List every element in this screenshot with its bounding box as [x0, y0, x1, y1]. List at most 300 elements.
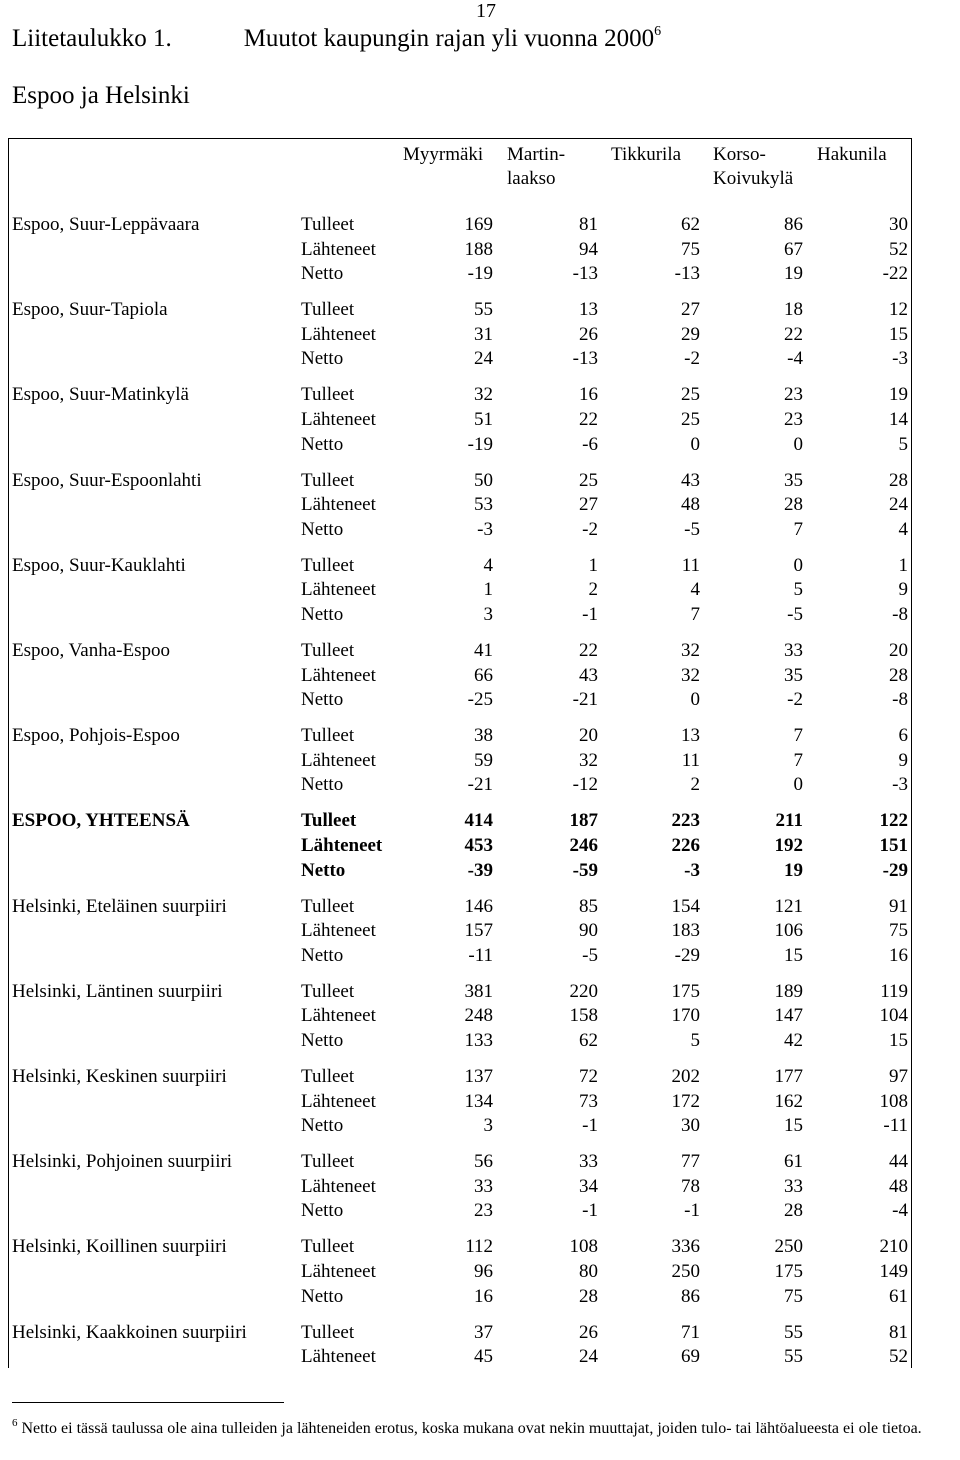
table-cell: -1	[582, 1115, 598, 1136]
table-row	[0, 261, 960, 286]
title-text: Muutot kaupungin rajan yli vuonna 2000	[243, 25, 655, 52]
table-cell: 20	[889, 640, 908, 661]
table-cell: 0	[690, 434, 700, 455]
table-row	[0, 943, 960, 968]
table-row	[0, 1028, 960, 1053]
table-cell: 122	[879, 810, 908, 831]
row-label: Tulleet	[301, 1151, 355, 1172]
table-cell: -29	[882, 860, 908, 881]
table-cell: 32	[681, 665, 700, 686]
table-cell: 15	[784, 945, 803, 966]
table-cell: -25	[467, 689, 493, 710]
table-cell: 226	[671, 835, 700, 856]
row-label: Netto	[301, 1200, 344, 1221]
table-cell: 25	[681, 384, 700, 405]
row-label: Netto	[301, 1115, 344, 1136]
area-name: Helsinki, Eteläinen suurpiiri	[12, 896, 227, 917]
table-cell: 26	[579, 324, 598, 345]
table-cell: 5	[690, 1030, 700, 1051]
title-footnote-ref: 6	[654, 24, 662, 39]
table-cell: 188	[464, 239, 493, 260]
row-label: Netto	[301, 519, 344, 540]
section-heading: Espoo ja Helsinki	[12, 82, 190, 109]
table-cell: 23	[784, 409, 803, 430]
table-row	[0, 858, 960, 883]
table-cell: 13	[579, 299, 598, 320]
column-header-line: Korso-	[713, 144, 766, 165]
table-row	[0, 237, 960, 262]
table-cell: 66	[474, 665, 493, 686]
table-cell: -8	[892, 604, 908, 625]
table-row	[0, 1149, 960, 1174]
table-cell: 3	[483, 1115, 493, 1136]
table-cell: 41	[474, 640, 493, 661]
table-cell: 50	[474, 470, 493, 491]
table-cell: -2	[787, 689, 803, 710]
table-row	[0, 723, 960, 748]
table-cell: 12	[889, 299, 908, 320]
table-cell: 13	[681, 725, 700, 746]
table-cell: 32	[681, 640, 700, 661]
table-cell: 3	[483, 604, 493, 625]
row-label: Lähteneet	[301, 409, 376, 430]
table-cell: -6	[582, 434, 598, 455]
table-cell: 1	[483, 579, 493, 600]
table-cell: 177	[774, 1066, 803, 1087]
table-cell: 137	[464, 1066, 493, 1087]
table-cell: 78	[681, 1176, 700, 1197]
table-cell: 43	[681, 470, 700, 491]
table-cell: 146	[464, 896, 493, 917]
table-cell: 7	[793, 750, 803, 771]
table-row	[0, 1003, 960, 1028]
table-cell: 48	[889, 1176, 908, 1197]
table-cell: 172	[671, 1091, 700, 1112]
table-cell: 38	[474, 725, 493, 746]
table-cell: 61	[889, 1286, 908, 1307]
table-cell: 0	[690, 689, 700, 710]
table-cell: 23	[474, 1200, 493, 1221]
table-row	[0, 1344, 960, 1369]
table-cell: 81	[889, 1322, 908, 1343]
row-label: Lähteneet	[301, 920, 376, 941]
table-cell: 28	[579, 1286, 598, 1307]
table-row	[0, 687, 960, 712]
table-cell: 23	[784, 384, 803, 405]
area-name: Espoo, Suur-Kauklahti	[12, 555, 186, 576]
table-cell: 30	[889, 214, 908, 235]
table-cell: 62	[579, 1030, 598, 1051]
table-cell: -2	[684, 348, 700, 369]
table-cell: 28	[889, 665, 908, 686]
table-cell: 35	[784, 470, 803, 491]
table-cell: 20	[579, 725, 598, 746]
row-label: Tulleet	[301, 470, 355, 491]
table-cell: 26	[579, 1322, 598, 1343]
table-cell: 175	[774, 1261, 803, 1282]
table-cell: 67	[784, 239, 803, 260]
table-cell: 121	[774, 896, 803, 917]
row-label: Tulleet	[301, 384, 355, 405]
table-cell: 223	[671, 810, 700, 831]
table-cell: 33	[784, 640, 803, 661]
table-cell: -3	[892, 774, 908, 795]
table-cell: 27	[579, 494, 598, 515]
table-cell: 106	[774, 920, 803, 941]
table-cell: -2	[582, 519, 598, 540]
table-cell: -21	[572, 689, 598, 710]
row-label: Lähteneet	[301, 579, 376, 600]
table-cell: -11	[883, 1115, 908, 1136]
row-label: Netto	[301, 945, 344, 966]
table-cell: -39	[467, 860, 493, 881]
table-row	[0, 1234, 960, 1259]
table-cell: 336	[671, 1236, 700, 1257]
table-cell: -4	[787, 348, 803, 369]
table-cell: 25	[579, 470, 598, 491]
table-cell: 28	[784, 494, 803, 515]
table-cell: 24	[889, 494, 908, 515]
table-cell: 71	[681, 1322, 700, 1343]
table-cell: 22	[784, 324, 803, 345]
footnote-divider	[12, 1402, 284, 1403]
table-cell: 45	[474, 1346, 493, 1367]
table-cell: 4	[898, 519, 908, 540]
table-cell: -59	[572, 860, 598, 881]
table-row	[0, 517, 960, 542]
area-name: Helsinki, Kaakkoinen suurpiiri	[12, 1322, 247, 1343]
table-cell: 157	[464, 920, 493, 941]
table-cell: 381	[464, 981, 493, 1002]
area-name: Espoo, Suur-Leppävaara	[12, 214, 200, 235]
table-cell: 16	[889, 945, 908, 966]
table-cell: 9	[898, 579, 908, 600]
table-cell: -5	[582, 945, 598, 966]
row-label: Tulleet	[301, 299, 355, 320]
table-cell: 154	[671, 896, 700, 917]
column-header-line: Koivukylä	[713, 168, 794, 189]
table-row	[0, 212, 960, 237]
table-cell: 0	[793, 555, 803, 576]
table-cell: 1	[898, 555, 908, 576]
footnote	[12, 1413, 952, 1439]
table-cell: -12	[572, 774, 598, 795]
table-cell: 7	[793, 519, 803, 540]
table-cell: 27	[681, 299, 700, 320]
row-label: Netto	[301, 689, 344, 710]
table-cell: -1	[582, 1200, 598, 1221]
area-name: Espoo, Suur-Matinkylä	[12, 384, 189, 405]
row-label: Tulleet	[301, 810, 357, 831]
table-cell: 22	[579, 640, 598, 661]
table-cell: 28	[784, 1200, 803, 1221]
area-name: Espoo, Pohjois-Espoo	[12, 725, 180, 746]
table-cell: 35	[784, 665, 803, 686]
table-cell: 55	[474, 299, 493, 320]
table-cell: 77	[681, 1151, 700, 1172]
table-row	[0, 772, 960, 797]
table-cell: 192	[774, 835, 803, 856]
area-name: Helsinki, Pohjoinen suurpiiri	[12, 1151, 233, 1172]
table-cell: 6	[898, 725, 908, 746]
table-cell: 24	[579, 1346, 598, 1367]
table-row	[0, 468, 960, 493]
table-cell: -1	[684, 1200, 700, 1221]
row-label: Netto	[301, 1030, 344, 1051]
table-cell: 25	[681, 409, 700, 430]
row-label: Tulleet	[301, 555, 355, 576]
title-label: Liitetaulukko 1.	[12, 25, 172, 52]
row-label: Lähteneet	[301, 494, 376, 515]
row-label: Tulleet	[301, 1066, 355, 1087]
table-cell: 16	[579, 384, 598, 405]
table-row	[0, 894, 960, 919]
table-row	[0, 748, 960, 773]
row-label: Netto	[301, 348, 344, 369]
table-row	[0, 346, 960, 371]
table-cell: 72	[579, 1066, 598, 1087]
table-cell: -13	[572, 263, 598, 284]
table-cell: 4	[483, 555, 493, 576]
row-label: Netto	[301, 860, 346, 881]
column-header-line: Hakunila	[817, 144, 887, 165]
table-row	[0, 297, 960, 322]
table-row	[0, 1198, 960, 1223]
table-cell: 202	[671, 1066, 700, 1087]
table-cell: 42	[784, 1030, 803, 1051]
table-cell: 16	[474, 1286, 493, 1307]
table-cell: 55	[784, 1346, 803, 1367]
table-cell: 80	[579, 1261, 598, 1282]
table-cell: 91	[889, 896, 908, 917]
row-label: Lähteneet	[301, 1091, 376, 1112]
table-cell: -19	[467, 434, 493, 455]
table-cell: 94	[579, 239, 598, 260]
footnote-text: Netto ei tässä taulussa ole aina tulleiden ja lähteneiden erotus, koska mukana ovat nekin muuttajat, joiden tulo- tai lähtöalueesta ei ole tietoa.	[21, 1420, 922, 1437]
table-cell: 162	[774, 1091, 803, 1112]
column-header-line: Tikkurila	[611, 144, 682, 165]
table-cell: 14	[889, 409, 908, 430]
table-cell: 2	[690, 774, 700, 795]
table-row	[0, 663, 960, 688]
table-cell: 15	[889, 324, 908, 345]
table-cell: 33	[579, 1151, 598, 1172]
table-cell: 11	[681, 555, 700, 576]
table-row	[0, 1259, 960, 1284]
table-cell: 29	[681, 324, 700, 345]
table-row	[0, 1064, 960, 1089]
table-row	[0, 602, 960, 627]
table-cell: 220	[569, 981, 598, 1002]
table-cell: 133	[464, 1030, 493, 1051]
table-cell: 414	[464, 810, 493, 831]
table-cell: 134	[464, 1091, 493, 1112]
table-row	[0, 322, 960, 347]
area-name: Helsinki, Läntinen suurpiiri	[12, 981, 223, 1002]
table-cell: -4	[892, 1200, 908, 1221]
table-cell: 52	[889, 239, 908, 260]
area-name: Helsinki, Koillinen suurpiiri	[12, 1236, 227, 1257]
table-cell: -5	[787, 604, 803, 625]
table-cell: 34	[579, 1176, 598, 1197]
table-cell: 7	[690, 604, 700, 625]
table-row	[0, 492, 960, 517]
table-cell: 37	[474, 1322, 493, 1343]
row-label: Netto	[301, 774, 344, 795]
table-cell: 211	[775, 810, 803, 831]
row-label: Lähteneet	[301, 1346, 376, 1367]
table-cell: 81	[579, 214, 598, 235]
area-name: Espoo, Suur-Espoonlahti	[12, 470, 202, 491]
table-cell: 175	[671, 981, 700, 1002]
table-cell: 32	[474, 384, 493, 405]
table-cell: -13	[674, 263, 700, 284]
row-label: Tulleet	[301, 896, 355, 917]
table-cell: 108	[879, 1091, 908, 1112]
table-cell: -29	[674, 945, 700, 966]
table-cell: 43	[579, 665, 598, 686]
table-cell: 9	[898, 750, 908, 771]
area-name: Espoo, Suur-Tapiola	[12, 299, 168, 320]
table-cell: 19	[784, 263, 803, 284]
table-cell: 0	[793, 774, 803, 795]
table-cell: 33	[474, 1176, 493, 1197]
table-cell: 248	[464, 1005, 493, 1026]
table-cell: -19	[467, 263, 493, 284]
table-cell: -21	[467, 774, 493, 795]
table-cell: -13	[572, 348, 598, 369]
area-name: ESPOO, YHTEENSÄ	[12, 810, 190, 831]
table-cell: 2	[588, 579, 598, 600]
table-row	[0, 1320, 960, 1345]
table-cell: 86	[784, 214, 803, 235]
table-cell: -8	[892, 689, 908, 710]
table-cell: 147	[774, 1005, 803, 1026]
table-cell: 22	[579, 409, 598, 430]
table-cell: 28	[889, 470, 908, 491]
row-label: Lähteneet	[301, 750, 376, 771]
row-label: Tulleet	[301, 214, 355, 235]
area-name: Helsinki, Keskinen suurpiiri	[12, 1066, 227, 1087]
table-cell: 73	[579, 1091, 598, 1112]
row-label: Tulleet	[301, 640, 355, 661]
table-row	[0, 833, 960, 858]
table-row	[0, 407, 960, 432]
area-name: Espoo, Vanha-Espoo	[12, 640, 170, 661]
table-cell: -1	[582, 604, 598, 625]
table-cell: 75	[681, 239, 700, 260]
table-row	[0, 1284, 960, 1309]
table-cell: 19	[784, 860, 803, 881]
table-cell: 119	[880, 981, 908, 1002]
table-cell: 85	[579, 896, 598, 917]
table-cell: 31	[474, 324, 493, 345]
row-label: Lähteneet	[301, 835, 383, 856]
table-cell: 96	[474, 1261, 493, 1282]
table-cell: 170	[671, 1005, 700, 1026]
table-cell: 32	[579, 750, 598, 771]
table-cell: -3	[684, 860, 700, 881]
table-cell: 33	[784, 1176, 803, 1197]
table-cell: -5	[684, 519, 700, 540]
table-cell: -3	[477, 519, 493, 540]
table-cell: 453	[464, 835, 493, 856]
table-cell: 11	[681, 750, 700, 771]
table-cell: 5	[793, 579, 803, 600]
row-label: Netto	[301, 263, 344, 284]
page-number: 17	[476, 0, 496, 22]
row-label: Netto	[301, 434, 344, 455]
table-cell: 7	[793, 725, 803, 746]
row-label: Lähteneet	[301, 239, 376, 260]
table-cell: 0	[793, 434, 803, 455]
row-label: Lähteneet	[301, 1005, 376, 1026]
table-row	[0, 1174, 960, 1199]
table-cell: 149	[879, 1261, 908, 1282]
table-cell: 75	[784, 1286, 803, 1307]
row-label: Lähteneet	[301, 1176, 376, 1197]
table-cell: 48	[681, 494, 700, 515]
table-cell: 104	[879, 1005, 908, 1026]
table-cell: 97	[889, 1066, 908, 1087]
row-label: Tulleet	[301, 1236, 355, 1257]
table-row	[0, 577, 960, 602]
row-label: Lähteneet	[301, 324, 376, 345]
table-row	[0, 918, 960, 943]
table-cell: 187	[569, 810, 598, 831]
row-label: Lähteneet	[301, 1261, 376, 1282]
column-header-line: laakso	[507, 168, 556, 189]
table-cell: 189	[774, 981, 803, 1002]
table-cell: 56	[474, 1151, 493, 1172]
table-cell: 108	[569, 1236, 598, 1257]
table-row	[0, 1113, 960, 1138]
table-cell: 19	[889, 384, 908, 405]
footnote-marker: 6	[12, 1417, 18, 1429]
table-row	[0, 1089, 960, 1114]
table-cell: 55	[784, 1322, 803, 1343]
row-label: Tulleet	[301, 981, 355, 1002]
table-cell: 53	[474, 494, 493, 515]
table-row	[0, 638, 960, 663]
table-cell: 75	[889, 920, 908, 941]
table-cell: 59	[474, 750, 493, 771]
table-row	[0, 808, 960, 833]
table-row	[0, 553, 960, 578]
table-cell: 44	[889, 1151, 908, 1172]
table-cell: 158	[569, 1005, 598, 1026]
table-cell: 86	[681, 1286, 700, 1307]
column-header-line: Martin-	[507, 144, 566, 165]
table-cell: 52	[889, 1346, 908, 1367]
table-cell: 62	[681, 214, 700, 235]
table-cell: 250	[774, 1236, 803, 1257]
table-cell: 51	[474, 409, 493, 430]
row-label: Tulleet	[301, 725, 355, 746]
table-cell: 210	[879, 1236, 908, 1257]
table-cell: 250	[671, 1261, 700, 1282]
table-cell: 246	[569, 835, 598, 856]
table-cell: -3	[892, 348, 908, 369]
table-cell: 151	[879, 835, 908, 856]
table-cell: 169	[464, 214, 493, 235]
table-row	[0, 382, 960, 407]
table-cell: 183	[671, 920, 700, 941]
table-cell: 5	[898, 434, 908, 455]
table-row	[0, 432, 960, 457]
table-cell: 15	[889, 1030, 908, 1051]
table-cell: 90	[579, 920, 598, 941]
